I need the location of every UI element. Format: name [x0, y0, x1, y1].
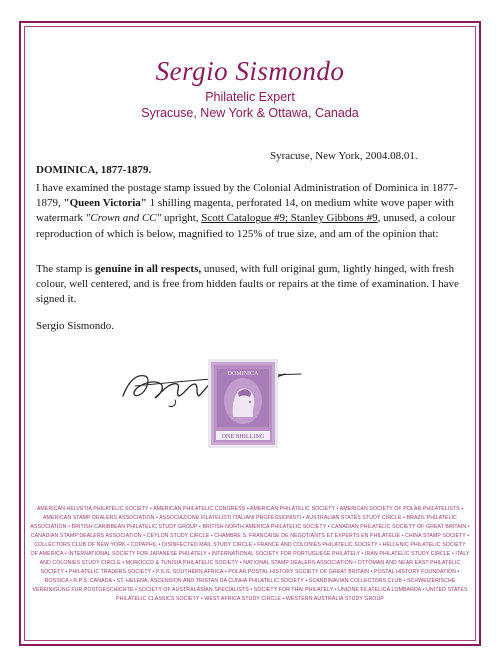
stamp-country-text: DOMINICA: [227, 371, 259, 377]
watermark-name: "Crown and CC": [85, 212, 162, 225]
expert-name: Sergio Sismondo: [155, 56, 345, 86]
catalogue-references: Scott Catalogue #9; Stanley Gibbons #9: [201, 212, 378, 225]
body2-text-2: unused, with full original gum, lightly hinged, with fresh colour, well centered, and is free from hidden faults or repairs at the time of examination. I have signed it.: [36, 263, 459, 306]
member-societies-list: AMERICAN HELVETIA PHILATELIC SOCIETY • AMERICAN PHILATELIC CONGRESS • AMERICAN PHILATELIC SOCIETY • AMERICAN SOCIETY OF POLAR PHILATELISTS • AMERICAN STAMP DEALERS ASSOCIATION • ASSOCIAZIONE FILATELISTI ITALIANI PROFESSIONISTI • AUSTRALIAN STATES STUDY CIRCLE • BRAZIL PHILATELIC ASSOCIATION • BRITISH CARIBBEAN PHILATELIC STUDY GROUP • BRITISH NORTH AMERICA PHILATELIC SOCIETY • CANADIAN PHILATELIC SOCIETY OF GREAT BRITAIN • CANADIAN STAMP DEALERS ASSOCIATION • CEYLON STUDY CIRCLE • CHAMBRE S. FRANCAISE DE NEGOTIANTS ET EXPERTS EN PHILATELIE • CHINA STAMP SOCIETY • COLLECTORS CLUB OF NEW YORK • COPAPHIL • DISINFECTED MAIL STUDY CIRCLE • FRANCE AND COLONIES PHILATELIC SOCIETY • HELLENIC PHILATELIC SOCIETY OF AMERICA • INTERNATIONAL SOCIETY FOR JAPANESE PHILATELY • INTERNATIONAL SOCIETY FOR PORTUGUESE PHILATELY • IRAN PHILATELIC STUDY CIRCLE • ITALY AND COLONIES STUDY CIRCLE • MOROCCO & TUNISIA PHILATELIC SOCIETY • NATIONAL STAMP DEALERS ASSOCIATION • OTTOMAN AND NEAR EAST PHILATELIC SOCIETY • PHILATELIC TRADERS SOCIETY • P.S.G. SOUTHERN AFRICA • POLAR POSTAL HISTORY SOCIETY OF GREAT BRITAIN • POSTAL HISTORY FOUNDATION • ROSSICA • R.P.S. CANADA • ST. HELENA, ASCENSION AND TRISTAN DA CUNHA PHILATELIC SOCIETY • SCANDINAVIAN COLLECTORS CLUB • SCHWEIZERISCHE VEREINIGUNG FUR POSTGESCHICHTE • SOCIETY OF AUSTRALASIAN SPECIALISTS • SOCIETY FOR THAI PHILATELY • UNIONE FILATELICA LOMBARDA • UNITED STATES PHILATELIC CLASSICS SOCIETY • WEST AFRICA STUDY CIRCLE • WESTERN AUSTRALIA STUDY GROUP: [30, 506, 470, 602]
expert-locations: Syracuse, New York & Ottawa, Canada: [141, 106, 359, 120]
expert-role: Philatelic Expert: [205, 90, 295, 104]
issue-name: "Queen Victoria": [63, 197, 147, 210]
body2-text-1: The stamp is: [36, 263, 95, 275]
body1-text-3: upright,: [161, 212, 202, 225]
verdict: genuine in all respects,: [94, 263, 202, 275]
opinion-paragraph: [36, 262, 466, 308]
certificate-subject: DOMINICA, 1877-1879.: [36, 164, 152, 176]
examination-paragraph: [36, 181, 466, 242]
body1-text-4: , unused, a colour reproduction of which is below, magnified to 125% of true size, and am of the opinion that:: [36, 212, 456, 240]
stamp-image: [208, 359, 278, 448]
place-date: Syracuse, New York, 2004.08.01.: [270, 150, 418, 162]
stamp-value-text: ONE SHILLING: [221, 433, 265, 440]
signer-name: Sergio Sismondo.: [36, 320, 115, 332]
body1-text-1: I have examined the postage stamp issued by the Colonial Administration of Dominica in 1877-1879,: [36, 182, 458, 210]
body1-text-2: 1 shilling magenta, perforated 14, on medium white wove paper with watermark: [36, 197, 454, 225]
